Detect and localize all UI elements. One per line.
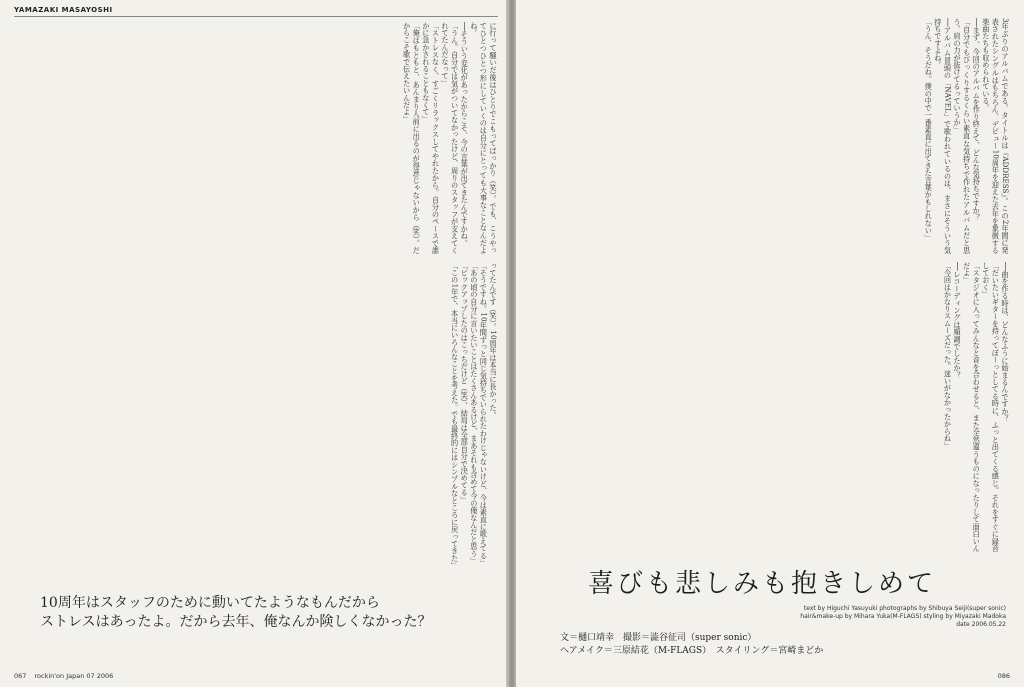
- left-folio: [14, 672, 113, 680]
- right-top-paragraph-3: 「自分でもびっくりするくらい素直な気持ちで作れたアルバムだと思う。肩の力が抜けてるっていうか」: [953, 18, 972, 254]
- left-bottom-paragraph-5: 「この1年で、本当にいろんなことを考えた。でも最終的にはシンプルなところに戻ってきた」: [450, 262, 460, 569]
- article-body-columns: [524, 262, 1010, 552]
- pull-quote: 10周年はスタッフのために動いてたようなもんだから ストレスはあったよ。だから去年、俺なんか険しくなかった？: [40, 595, 432, 630]
- right-top-paragraph-1: 3年ぶりのアルバムである。タイトルは『ADDRESS』。この2年間に発表されたシングルはもちろん、デビュー10周年を迎えた去年を象徴する楽曲たちも収められている。: [981, 18, 1010, 254]
- article-columns-top: [14, 22, 498, 254]
- left-page-number: 067: [14, 672, 27, 680]
- left-top-paragraph-2: ──そういう変化があったからこそ、今の言葉が出てきたんですかね。: [460, 22, 470, 247]
- left-top-paragraph-5: 「俺はもともと、あんまり人前に出るのが得意じゃないから（笑）。だからこそ歌で伝えたいんだよ」: [402, 22, 422, 254]
- right-bottom-paragraph-1: ──曲を作る時は、どんなふうに始まるんですか？: [1001, 262, 1010, 422]
- left-top-paragraph-1: に行って騒いだ後はひとりでこもってばっかり（笑）。でも、こうやってひとつひとつ形にしていくのは自分にとっても大事なことなんだよね。: [469, 22, 498, 254]
- left-bottom-paragraph-2: 「そうですね。10年間ずっと同じ気持ちでいられたわけじゃないけど、今は素直に歌えてる」: [479, 262, 489, 567]
- left-top-paragraph-4: 「ストレスなく、すごくリラックスしてやれたから。自分のペースで誰かに急かされることもなくて」: [421, 22, 441, 254]
- header-rule: [14, 16, 498, 17]
- credits-english: text by Higuchi Yasuyuki photographs by Shibuya Seiji(super sonic) hair&make-up by Mihara Yuka(M-FLAGS) styling by Miyazaki Madoka date 2006.05.22: [800, 605, 1006, 628]
- right-page-number: 086: [997, 672, 1010, 680]
- article-intro-columns: [524, 18, 1010, 254]
- left-top-paragraph-3: 「うん。自分では気がついてなかったけど、周りのスタッフが支えてくれてたんだなって」: [441, 22, 460, 254]
- right-bottom-paragraph-5: 「今回はかなりスムーズだった。迷いがなかったからね」: [943, 262, 953, 450]
- right-top-paragraph-5: 「うん、そうだね。僕の中で一番素直に出てきた言葉かもしれない」: [924, 18, 934, 242]
- right-bottom-paragraph-3: 「スタジオに入ってみんなと音を合わせると、また全然違うものになったりして面白いんだよ」: [962, 262, 982, 552]
- article-title: 喜びも悲しみも抱きしめて: [588, 569, 937, 599]
- left-bottom-paragraph-1: ってたんです（笑）。10周年は本当に長かった。: [489, 262, 498, 419]
- magazine-issue: rockin'on Japan 07 2006: [34, 672, 114, 680]
- page-header-artist: YAMAZAKI MASAYOSHI: [14, 6, 113, 14]
- right-bottom-paragraph-4: ──レコーディングは順調でしたか？: [953, 262, 963, 379]
- credits-japanese: 文＝樋口靖幸 撮影＝澁谷征司（super sonic） ヘアメイク＝三原結花（M-FLAGS） スタイリング＝宮崎まどか: [560, 633, 824, 656]
- article-columns-bottom: [14, 262, 498, 582]
- right-top-paragraph-4: ──アルバム冒頭の「NAVEL」で歌われているのは、まさにそういう気持ちですよね。: [933, 18, 953, 254]
- left-bottom-paragraph-4: 「ピックアップしたのはこっちだけど（笑）、結局は全部自分で決めてる」: [460, 262, 470, 504]
- right-top-paragraph-2: ──まず、今回のアルバムを作り終えて、どんな気持ちですか？: [972, 18, 982, 222]
- left-bottom-paragraph-3: 「あの頃の自分に言いたいことはたくさんあるけど、まあそれも含めて今の俺なんだと思う」: [469, 262, 479, 565]
- left-page: [0, 0, 508, 687]
- right-bottom-paragraph-2: 「だいたいギターを持ってぼーっとしてる時に、ふっと出てくる感じ。それをすぐに録音しておく」: [981, 262, 1001, 552]
